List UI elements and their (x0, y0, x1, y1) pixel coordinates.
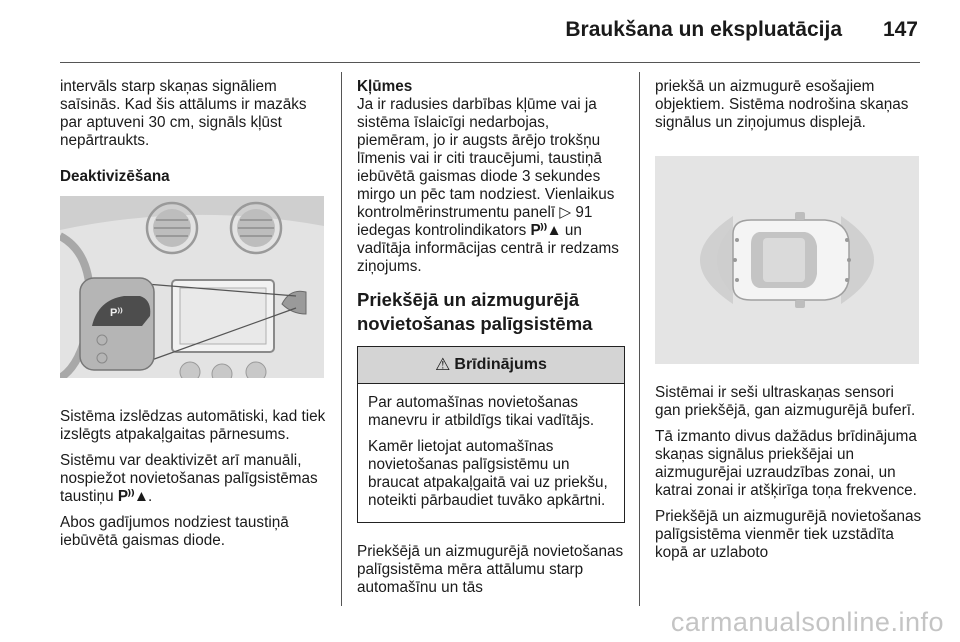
paragraph: Sistēmai ir seši ultraskaņas sensori gan priekšējā, gan aizmugurējā buferī. (655, 384, 916, 419)
page-header (0, 0, 960, 64)
column-2 (357, 78, 625, 605)
running-header-title: Braukšana un ekspluatācija (565, 18, 842, 41)
page-reference-icon: ▷ (559, 204, 572, 221)
paragraph: Abos gadījumos nodziest taustiņā iebūvētā gaismas diode. (60, 514, 289, 549)
paragraph-manual-deactivation: Sistēmu var deaktivizēt arī manuāli, nospiežot novietošanas palīgsistēmas taustiņu P⁾⁾▲. (60, 452, 318, 505)
subheading-faults: Kļūmes (357, 78, 413, 95)
paragraph: Priekšējā un aizmugurējā novietošanas palīgsistēma vienmēr tiek uzstādīta kopā ar uzlaboto (655, 508, 922, 561)
header-divider (60, 62, 920, 63)
column-3 (655, 78, 923, 570)
parking-sensor-zones-illustration (655, 156, 919, 364)
warning-box (357, 346, 625, 523)
warning-title: Brīdinājums (454, 356, 547, 373)
warning-triangle-icon: ⚠ (435, 355, 451, 374)
paragraph: Priekšējā un aizmugurējā novietošanas palīgsistēma mēra attālumu starp automašīnu un tās (357, 543, 624, 596)
paragraph-faults: Ja ir radusies darbības kļūme vai ja sistēma īslaicīgi nedarbojas, piemēram, jo ir augsts ārējo trokšņu līmenis vai ir citi traucējumi, taustiņā iebūvētā gaismas diode 3 sekundes mirgo un pēc tam nodziest. Vienlaikus kontrolmērinstrumentu panelī ▷ 91 iedegas kontrolindikators P⁾⁾▲ un vadītāja informācijas centrā ir redzams ziņojums. (357, 96, 619, 275)
subheading-deactivation: Deaktivizēšana (60, 168, 170, 185)
column-1 (60, 78, 328, 558)
dashboard-button-illustration (60, 196, 324, 378)
svg-text:P⁾⁾: P⁾⁾ (110, 307, 123, 319)
column-divider-left (341, 72, 342, 606)
warning-header (358, 347, 624, 384)
parking-assist-symbol-icon: P⁾⁾▲ (117, 488, 148, 505)
paragraph: priekšā un aizmugurē esošajiem objektiem. Sistēma nodrošina skaņas signālus un ziņojumus displejā. (655, 78, 909, 131)
section-heading: Priekšējā un aizmugurējā novietošanas palīgsistēma (357, 289, 593, 334)
warning-paragraph: Kamēr lietojat automašīnas novietošanas palīgsistēmu un braucat atpakaļgaitā vai uz priekšu, noteikti pārbaudiet tuvāko apkārtni. (368, 438, 608, 509)
watermark: carmanualsonline.info (670, 607, 944, 637)
paragraph: Tā izmanto divus dažādus brīdinājuma skaņas signālus priekšējai un aizmugurējai uzraudzības zonai, un katrai zonai ir atšķirīga toņa frekvence. (655, 428, 917, 499)
dashboard-illustration-svg (60, 196, 324, 378)
warning-paragraph: Par automašīnas novietošanas manevru ir atbildīgs tikai vadītājs. (368, 394, 595, 429)
column-divider-right (639, 72, 640, 606)
warning-body (358, 384, 624, 522)
sensor-zones-svg (655, 156, 919, 364)
page-number: 147 (882, 18, 918, 41)
paragraph: intervāls starp skaņas signāliem saīsinās. Kad šis attālums ir mazāks par aptuveni 30 cm, signāls kļūst nepārtraukts. (60, 78, 307, 149)
paragraph: Sistēma izslēdzas automātiski, kad tiek izslēgts atpakaļgaitas pārnesums. (60, 408, 326, 443)
parking-assist-symbol-icon: P⁾⁾▲ (530, 222, 561, 239)
